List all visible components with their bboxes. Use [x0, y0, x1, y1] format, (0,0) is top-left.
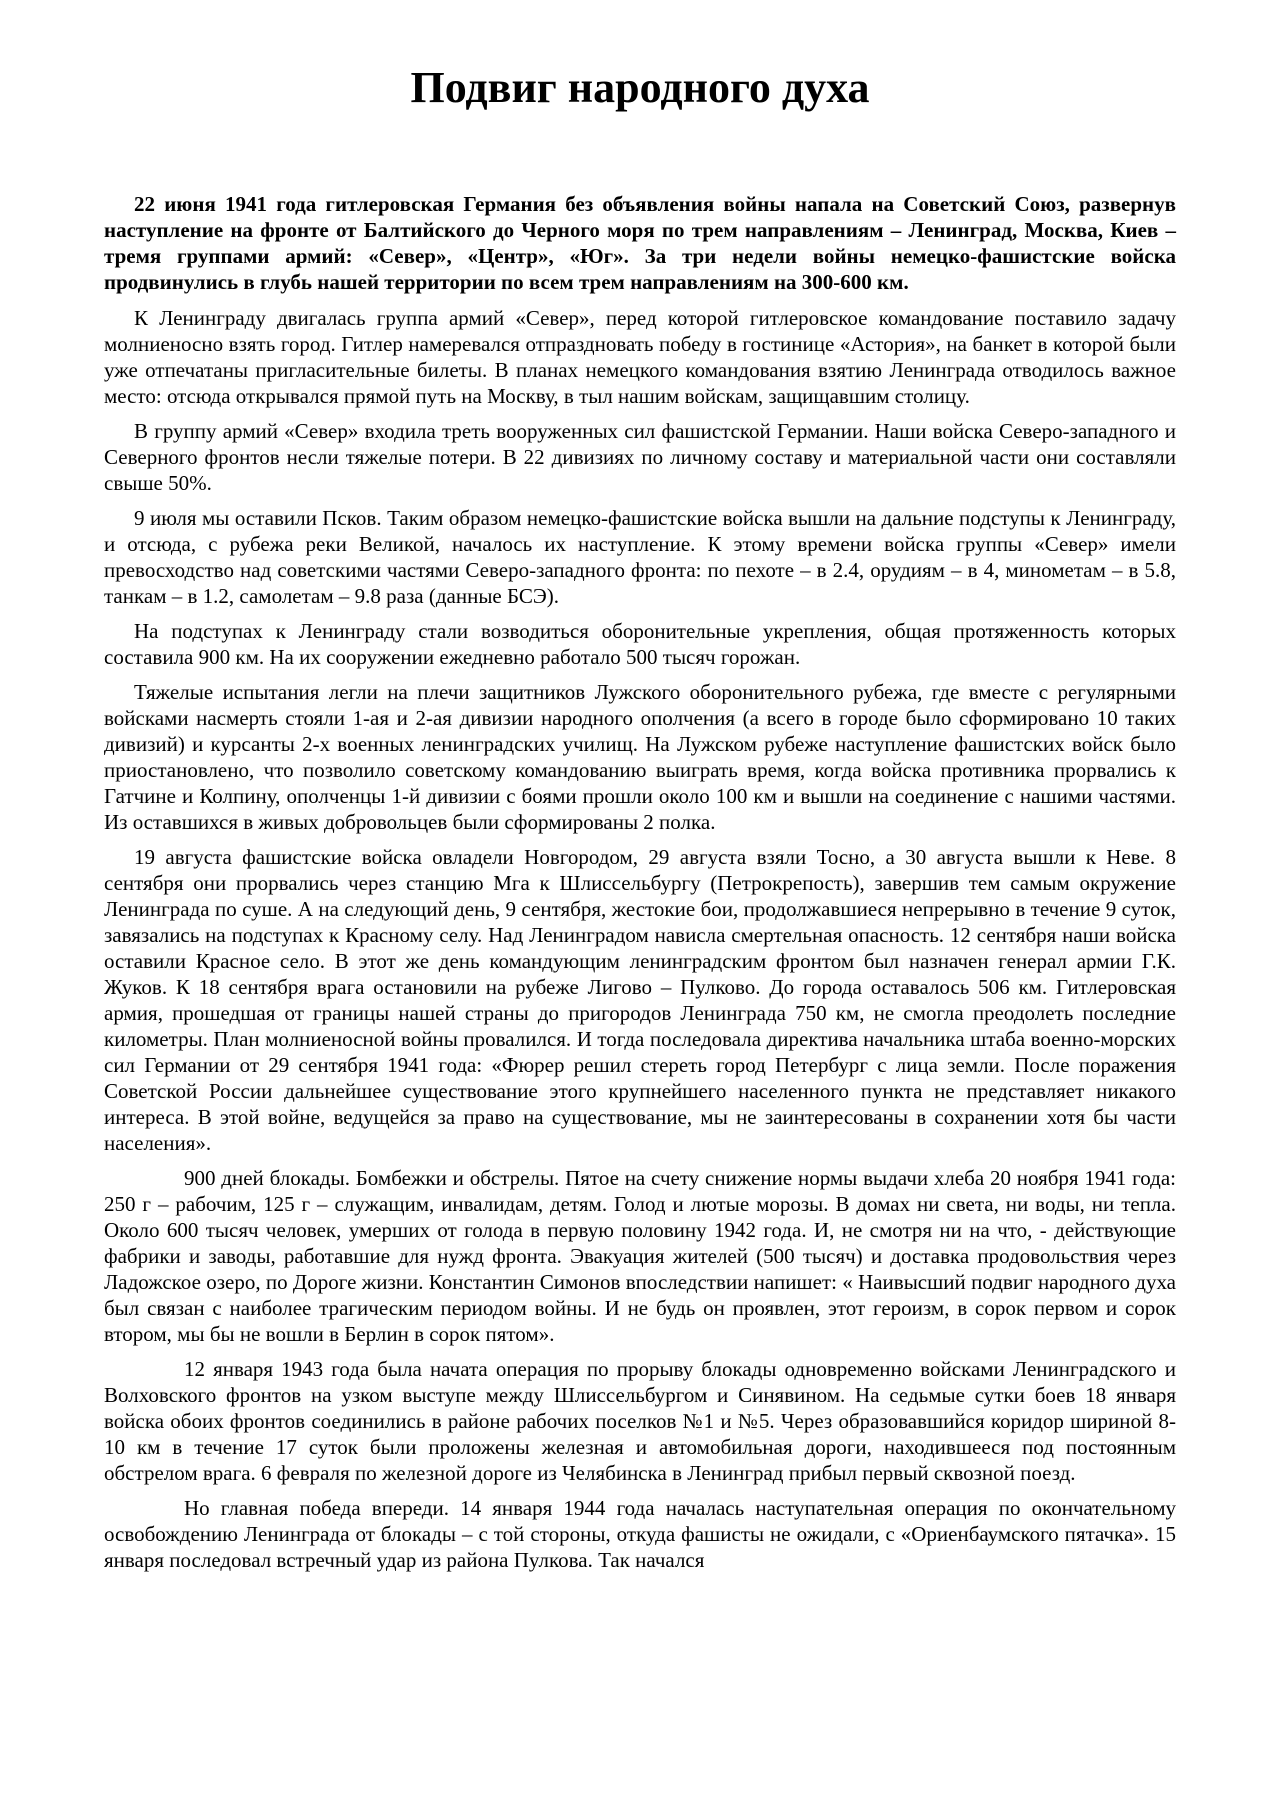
page-title: Подвиг народного духа — [410, 63, 870, 112]
body-paragraph: К Ленинграду двигалась группа армий «Север», перед которой гитлеровское командование поставило задачу молниеносно взять город. Гитлер намеревался отпраздновать победу в гостинице «Астория», на банкет в которой были уже отпечатаны пригласительные билеты. В планах немецкого командования взятию Ленинграда отводилось важное место: отсюда открывался прямой путь на Москву, в тыл нашим войскам, защищавшим столицу. — [104, 306, 1176, 408]
body-paragraph: Но главная победа впереди. 14 января 1944 года началась наступательная операция по окончательному освобождению Ленинграда от блокады – с той стороны, откуда фашисты не ожидали, с «Ориенбаумского пятачка». 15 января последовал встречный удар из района Пулкова. Так начался — [104, 1496, 1176, 1572]
body-paragraph: 19 августа фашистские войска овладели Новгородом, 29 августа взяли Тосно, а 30 августа вышли к Неве. 8 сентября они прорвались через станцию Мга к Шлиссельбургу (Петрокрепость), завершив тем самым окружение Ленинграда по суше. А на следующий день, 9 сентября, жестокие бои, продолжавшиеся непрерывно в течение 9 суток, завязались на подступах к Красному селу. Над Ленинградом нависла смертельная опасность. 12 сентября наши войска оставили Красное село. В этот же день командующим ленинградским фронтом был назначен генерал армии Г.К. Жуков. К 18 сентября врага остановили на рубеже Лигово – Пулково. До города оставалось 506 км. Гитлеровская армия, прошедшая от границы нашей страны до пригородов Ленинграда 750 км, не смогла преодолеть последние километры. План молниеносной войны провалился. И тогда последовала директива начальника штаба военно-морских сил Германии от 29 сентября 1941 года: «Фюрер решил стереть город Петербург с лица земли. После поражения Советской России дальнейшее существование этого крупнейшего населенного пункта не представляет никакого интереса. В этой войне, ведущейся за право на существование, мы не заинтересованы в сохранении хотя бы части населения». — [104, 845, 1176, 1155]
body-paragraph: На подступах к Ленинграду стали возводиться оборонительные укрепления, общая протяженность которых составила 900 км. На их сооружении ежедневно работало 500 тысяч горожан. — [104, 619, 1176, 669]
document-page — [104, 60, 1176, 1582]
body-paragraph: В группу армий «Север» входила треть вооруженных сил фашистской Германии. Наши войска Северо-западного и Северного фронтов несли тяжелые потери. В 22 дивизиях по личному составу и материальной части они составляли свыше 50%. — [104, 419, 1176, 495]
intro-paragraph: 22 июня 1941 года гитлеровская Германия без объявления войны напала на Советский Союз, развернув наступление на фронте от Балтийского до Черного моря по трем направлениям – Ленинград, Москва, Киев – тремя группами армий: «Север», «Центр», «Юг». За три недели войны немецко-фашистские войска продвинулись в глубь нашей территории по всем трем направлениям на 300-600 км. — [104, 192, 1176, 294]
body-paragraph: 9 июля мы оставили Псков. Таким образом немецко-фашистские войска вышли на дальние подступы к Ленинграду, и отсюда, с рубежа реки Великой, началось их наступление. К этому времени войска группы «Север» имели превосходство над советскими частями Северо-западного фронта: по пехоте – в 2.4, орудиям – в 4, минометам – в 5.8, танкам – в 1.2, самолетам – 9.8 раза (данные БСЭ). — [104, 506, 1176, 608]
body-paragraph: 900 дней блокады. Бомбежки и обстрелы. Пятое на счету снижение нормы выдачи хлеба 20 ноября 1941 года: 250 г – рабочим, 125 г – служащим, инвалидам, детям. Голод и лютые морозы. В домах ни света, ни воды, ни тепла. Около 600 тысяч человек, умерших от голода в первую половину 1942 года. И, не смотря ни на что, - действующие фабрики и заводы, работавшие для нужд фронта. Эвакуация жителей (500 тысяч) и доставка продовольствия через Ладожское озеро, по Дороге жизни. Константин Симонов впоследствии напишет: « Наивысший подвиг народного духа был связан с наиболее трагическим периодом войны. И не будь он проявлен, этот героизм, в сорок первом и сорок втором, мы бы не вошли в Берлин в сорок пятом». — [104, 1166, 1176, 1346]
body-paragraph: Тяжелые испытания легли на плечи защитников Лужского оборонительного рубежа, где вместе с регулярными войсками насмерть стояли 1-ая и 2-ая дивизии народного ополчения (а всего в городе было сформировано 10 таких дивизий) и курсанты 2-х военных ленинградских училищ. На Лужском рубеже наступление фашистских войск было приостановлено, что позволило советскому командованию выиграть время, когда войска противника прорвались к Гатчине и Колпину, ополченцы 1-й дивизии с боями прошли около 100 км и вышли на соединение с нашими частями. Из оставшихся в живых добровольцев были сформированы 2 полка. — [104, 680, 1176, 834]
body-paragraph: 12 января 1943 года была начата операция по прорыву блокады одновременно войсками Ленинградского и Волховского фронтов на узком выступе между Шлиссельбургом и Синявином. На седьмые сутки боев 18 января войска обоих фронтов соединились в районе рабочих поселков №1 и №5. Через образовавшийся коридор шириной 8-10 км в течение 17 суток были проложены железная и автомобильная дороги, находившееся под постоянным обстрелом врага. 6 февраля по железной дороге из Челябинска в Ленинград прибыл первый сквозной поезд. — [104, 1357, 1176, 1485]
